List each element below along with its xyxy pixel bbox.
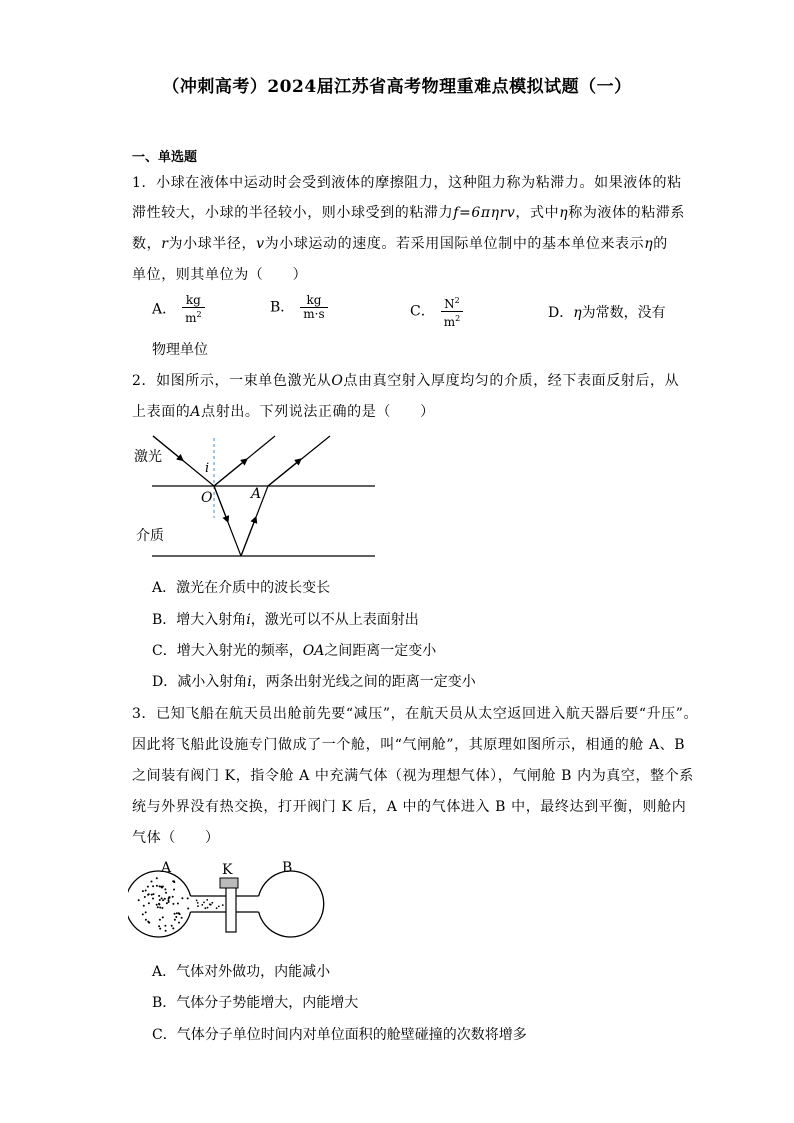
- q3-line5: 气体（ ）: [132, 830, 220, 846]
- q3-option-b: B．气体分子势能增大，内能增大: [152, 995, 359, 1011]
- q1-option-c: C． $\frac{N^2}{m^2}$: [410, 294, 463, 329]
- q1-option-d: D．η为常数，没有: [548, 305, 666, 321]
- q1-formula: f=6πηrv: [453, 205, 516, 221]
- q1-option-a: A． $\frac{kg}{m^2}$: [152, 294, 205, 325]
- label-medium: 介质: [136, 528, 164, 544]
- label-k: K: [222, 862, 233, 878]
- q3-line3: 之间装有阀门 K，指令舱 A 中充满气体（视为理想气体），气闸舱 B 内为真空，整个系: [132, 768, 694, 784]
- label-b: B: [282, 860, 293, 876]
- q1-option-b: B． $\frac{kg}{m\cdot s}$: [270, 294, 328, 321]
- q3-line2: 因此将飞船此设施专门做成了一个舱，叫“气闸舱”，其原理如图所示，相通的舱 A、B: [132, 737, 686, 753]
- label-laser: 激光: [134, 449, 162, 465]
- q1-line4: 单位，则其单位为（ ）: [132, 267, 308, 283]
- q3-option-c: C．气体分子单位时间内对单位面积的舱壁碰撞的次数将增多: [152, 1027, 527, 1043]
- label-o: O: [201, 490, 213, 506]
- airlock-diagram: [128, 856, 328, 952]
- gas-molecules: [138, 877, 224, 932]
- q2-option-a: A．激光在介质中的波长变长: [152, 580, 331, 596]
- section-title: 一、单选题: [132, 150, 198, 165]
- label-i: i: [205, 461, 210, 476]
- q3-option-a: A．气体对外做功，内能减小: [152, 964, 331, 980]
- q1-line1: 1．小球在液体中运动时会受到液体的摩擦阻力，这种阻力称为粘滞力。如果液体的粘: [132, 175, 682, 191]
- q2-line1: 2．如图所示，一束单色激光从O点由真空射入厚度均匀的介质，经下表面反射后，从: [132, 373, 680, 389]
- q1-option-d-cont: 物理单位: [152, 342, 208, 358]
- q1-line3: 数，r为小球半径，v为小球运动的速度。若采用国际单位制中的基本单位来表示η的: [132, 236, 668, 252]
- chamber-b: [259, 871, 324, 937]
- q2-option-b: B．增大入射角i，激光可以不从上表面射出: [152, 612, 419, 628]
- q3-line1: 3．已知飞船在航天员出舱前先要“减压”，在航天员从太空返回进入航天器后要“升压”。: [132, 706, 699, 722]
- page-title: （冲刺高考）2024届江苏省高考物理重难点模拟试题（一）: [162, 77, 632, 97]
- q2-option-c: C．增大入射光的频率，OA之间距离一定变小: [152, 643, 437, 659]
- q3-line4: 统与外界没有热交换，打开阀门 K 后，A 中的气体进入 B 中，最终达到平衡，则舱内: [132, 799, 687, 815]
- q2-option-d: D．减小入射角i，两条出射光线之间的距离一定变小: [152, 674, 476, 690]
- label-a: A: [251, 486, 262, 502]
- refraction-diagram: [125, 428, 385, 568]
- valve-k-stem: [226, 886, 236, 932]
- valve-k-handle: [220, 878, 238, 888]
- label-a: A: [161, 860, 172, 876]
- q1-line2: 滞性较大，小球的半径较小，则小球受到的粘滞力f=6πηrv，式中η称为液体的粘滞系: [132, 205, 686, 221]
- q2-line2: 上表面的A点射出。下列说法正确的是（ ）: [132, 404, 435, 420]
